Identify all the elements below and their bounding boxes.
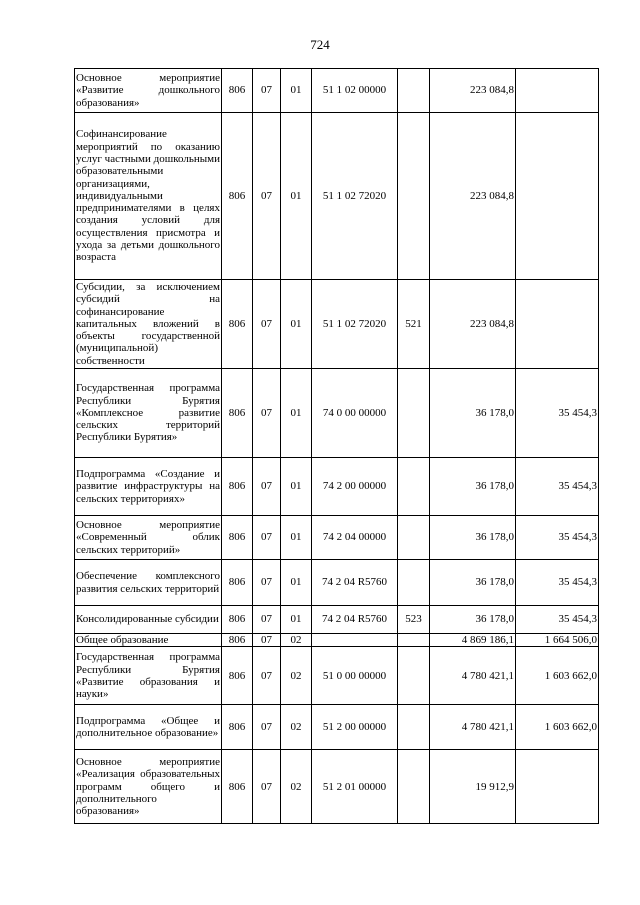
- expense-type: [398, 69, 430, 113]
- amount-2: 35 454,3: [516, 516, 599, 560]
- row-name: Государственная программа Республики Бурятия «Развитие образования и науки»: [75, 647, 222, 705]
- target-code: 51 1 02 72020: [312, 280, 398, 369]
- ministry-code: 806: [222, 280, 253, 369]
- subsection-code: 01: [281, 280, 312, 369]
- ministry-code: 806: [222, 750, 253, 824]
- expense-type: [398, 458, 430, 516]
- amount-1: 36 178,0: [430, 606, 516, 634]
- target-code: 74 0 00 00000: [312, 369, 398, 458]
- section-code: 07: [253, 369, 281, 458]
- amount-2: 1 603 662,0: [516, 705, 599, 750]
- expense-type: 521: [398, 280, 430, 369]
- amount-2: 35 454,3: [516, 606, 599, 634]
- amount-1: 36 178,0: [430, 560, 516, 606]
- row-name: Основное мероприятие «Развитие дошкольного образования»: [75, 69, 222, 113]
- amount-1: 4 780 421,1: [430, 647, 516, 705]
- amount-1: 223 084,8: [430, 69, 516, 113]
- expense-type: [398, 560, 430, 606]
- subsection-code: 01: [281, 369, 312, 458]
- section-code: 07: [253, 750, 281, 824]
- amount-1: 4 780 421,1: [430, 705, 516, 750]
- expense-type: [398, 113, 430, 280]
- amount-1: 36 178,0: [430, 369, 516, 458]
- amount-1: 223 084,8: [430, 280, 516, 369]
- amount-2: 35 454,3: [516, 560, 599, 606]
- ministry-code: 806: [222, 705, 253, 750]
- ministry-code: 806: [222, 647, 253, 705]
- ministry-code: 806: [222, 606, 253, 634]
- target-code: 74 2 04 R5760: [312, 606, 398, 634]
- subsection-code: 02: [281, 750, 312, 824]
- table-row: [75, 280, 599, 369]
- section-code: 07: [253, 113, 281, 280]
- expense-type: [398, 634, 430, 647]
- row-name: Обеспечение комплексного развития сельских территорий: [75, 560, 222, 606]
- row-name: Подпрограмма «Создание и развитие инфраструктуры на сельских территориях»: [75, 458, 222, 516]
- table-row: [75, 705, 599, 750]
- expense-type: [398, 705, 430, 750]
- target-code: 74 2 04 R5760: [312, 560, 398, 606]
- amount-1: 223 084,8: [430, 113, 516, 280]
- row-name: Подпрограмма «Общее и дополнительное образование»: [75, 705, 222, 750]
- expense-type: [398, 647, 430, 705]
- subsection-code: 01: [281, 560, 312, 606]
- target-code: 74 2 04 00000: [312, 516, 398, 560]
- amount-1: 36 178,0: [430, 458, 516, 516]
- page-number: 724: [310, 37, 330, 52]
- section-code: 07: [253, 516, 281, 560]
- ministry-code: 806: [222, 516, 253, 560]
- table-row: [75, 647, 599, 705]
- expense-type: [398, 516, 430, 560]
- amount-2: [516, 113, 599, 280]
- amount-1: 19 912,9: [430, 750, 516, 824]
- target-code: 51 2 01 00000: [312, 750, 398, 824]
- amount-2: 1 664 506,0: [516, 634, 599, 647]
- section-code: 07: [253, 606, 281, 634]
- budget-table: [74, 68, 599, 824]
- expense-type: 523: [398, 606, 430, 634]
- ministry-code: 806: [222, 69, 253, 113]
- section-code: 07: [253, 69, 281, 113]
- section-code: 07: [253, 280, 281, 369]
- amount-2: 35 454,3: [516, 458, 599, 516]
- row-name: Субсидии, за исключением субсидий на софинансирование капитальных вложений в объекты государственной (муниципальной) собственности: [76, 280, 220, 367]
- amount-2: 35 454,3: [516, 369, 599, 458]
- row-name: Основное мероприятие «Реализация образовательных программ общего и дополнительного образования»: [75, 750, 222, 824]
- subsection-code: 01: [281, 516, 312, 560]
- subsection-code: 01: [281, 69, 312, 113]
- expense-type: [398, 369, 430, 458]
- table-row: [75, 750, 599, 824]
- section-code: 07: [253, 560, 281, 606]
- table-row: [75, 458, 599, 516]
- table-row: [75, 606, 599, 634]
- expense-type: [398, 750, 430, 824]
- row-name: Консолидированные субсидии: [75, 606, 222, 634]
- target-code: 51 1 02 72020: [312, 113, 398, 280]
- target-code: 51 1 02 00000: [312, 69, 398, 113]
- table-row: [75, 113, 599, 280]
- ministry-code: 806: [222, 458, 253, 516]
- subsection-code: 02: [281, 634, 312, 647]
- amount-2: [516, 750, 599, 824]
- subsection-code: 01: [281, 606, 312, 634]
- amount-1: 36 178,0: [430, 516, 516, 560]
- target-code: [312, 634, 398, 647]
- section-code: 07: [253, 458, 281, 516]
- amount-2: 1 603 662,0: [516, 647, 599, 705]
- target-code: 51 0 00 00000: [312, 647, 398, 705]
- table-row: [75, 560, 599, 606]
- subsection-code: 01: [281, 458, 312, 516]
- section-code: 07: [253, 705, 281, 750]
- row-name: Софинансирование мероприятий по оказанию услуг частными дошкольными образовательными организациями, индивидуальными предпринимателями в целях создания условий для осуществления присмотра и ухода за детьми дошкольного возраста: [75, 113, 222, 280]
- amount-2: [516, 280, 599, 369]
- section-code: 07: [253, 634, 281, 647]
- ministry-code: 806: [222, 113, 253, 280]
- row-name: Основное мероприятие «Современный облик сельских территорий»: [75, 516, 222, 560]
- subsection-code: 02: [281, 705, 312, 750]
- subsection-code: 01: [281, 113, 312, 280]
- table-row: [75, 516, 599, 560]
- amount-2: [516, 69, 599, 113]
- target-code: 51 2 00 00000: [312, 705, 398, 750]
- table-row: [75, 369, 599, 458]
- target-code: 74 2 00 00000: [312, 458, 398, 516]
- section-code: 07: [253, 647, 281, 705]
- row-name: Общее образование: [75, 634, 222, 647]
- ministry-code: 806: [222, 369, 253, 458]
- ministry-code: 806: [222, 560, 253, 606]
- row-name: Государственная программа Республики Бурятия «Комплексное развитие сельских территорий Республики Бурятия»: [75, 369, 222, 458]
- amount-1: 4 869 186,1: [430, 634, 516, 647]
- ministry-code: 806: [222, 634, 253, 647]
- subsection-code: 02: [281, 647, 312, 705]
- table-row: [75, 634, 599, 647]
- table-row: [75, 69, 599, 113]
